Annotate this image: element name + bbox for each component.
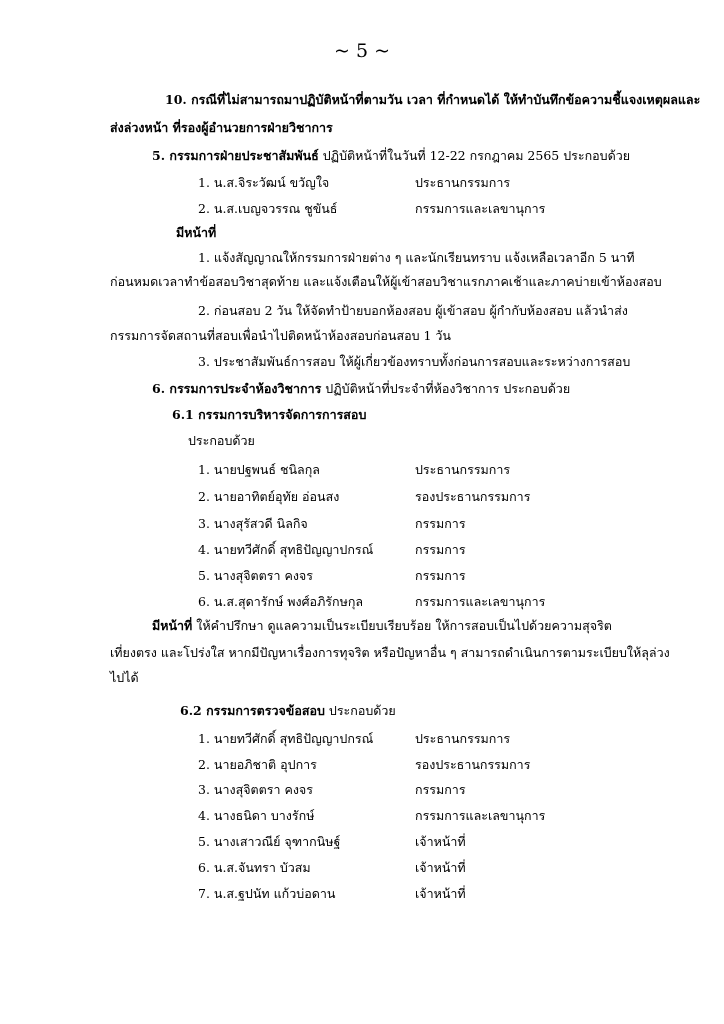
section6-2-member-5-name: 5. นางเสาวณีย์ จุฑากนิษฐ์ [198,834,341,849]
section6-2-member-7-name: 7. น.ส.ฐปนัท แก้วบ่อดาน [198,886,336,901]
section6-2-member-4-role: กรรมการและเลขานุการ [415,808,546,823]
section6-1-duties-text: ให้คำปรึกษา ดูแลความเป็นระเบียบเรียบร้อย ให้การสอบเป็นไปด้วยความสุจริต [192,618,612,633]
section6-1-member-5-name: 5. นางสุจิตตรา คงจร [198,568,313,583]
section6-1-member-5-role: กรรมการ [415,568,466,583]
section6-2-member-6-role: เจ้าหน้าที่ [415,860,466,875]
section6-1-member-2-role: รองประธานกรรมการ [415,489,531,504]
section6-2-heading: 6.2 กรรมการตรวจข้อสอบ [180,703,325,718]
section6-2-member-7-role: เจ้าหน้าที่ [415,886,466,901]
section6-1-member-3-role: กรรมการ [415,516,466,531]
section6-2-member-6-name: 6. น.ส.จันทรา บัวสม [198,860,311,875]
item10-line2: ส่งล่วงหน้า ที่รองผู้อำนวยการฝ่ายวิชาการ [110,120,333,135]
section6-2-member-3-role: กรรมการ [415,782,466,797]
section6-1-member-1-role: ประธานกรรมการ [415,462,511,477]
section6-heading: 6. กรรมการประจำห้องวิชาการ [152,381,322,396]
section5-heading-line [152,148,630,164]
section5-duty2-line2: กรรมการจัดสถานที่สอบเพื่อนำไปติดหน้าห้องสอบก่อนสอบ 1 วัน [110,328,451,343]
section6-1-member-4-name: 4. นายทวีศักดิ์ สุทธิปัญญาปกรณ์ [198,542,374,557]
section6-2-member-5-role: เจ้าหน้าที่ [415,834,466,849]
section6-1-member-6-name: 6. น.ส.สุดารักษ์ พงศ์อภิรักษกุล [198,594,364,609]
section5-heading: 5. กรรมการฝ่ายประชาสัมพันธ์ [152,148,319,163]
section6-1-duties-line2: เที่ยงตรง และโปร่งใส หากมีปัญหาเรื่องการทุจริต หรือปัญหาอื่น ๆ สามารถดำเนินการตามระเบียบให้ลุล่วง [110,645,670,660]
section5-member-2-name: 2. น.ส.เบญจวรรณ ชูขันธ์ [198,201,338,216]
section6-2-member-2-name: 2. นายอภิชาติ อุปการ [198,757,317,772]
section5-duties-label: มีหน้าที่ [176,225,217,240]
section6-2-member-2-role: รองประธานกรรมการ [415,757,531,772]
item10-line1: 10. กรณีที่ไม่สามารถมาปฏิบัติหน้าที่ตามวัน เวลา ที่กำหนดได้ ให้ทำบันทึกข้อความชี้แจงเหตุผลและ [165,92,701,107]
section6-2-heading-line [180,703,396,719]
section5-duty2-line1: 2. ก่อนสอบ 2 วัน ให้จัดทำป้ายบอกห้องสอบ ผู้เข้าสอบ ผู้กำกับห้องสอบ แล้วนำส่ง [198,303,628,318]
section6-1-member-3-name: 3. นางสุรัสวดี นิลกิจ [198,516,308,531]
section5-member-1-name: 1. น.ส.จิระวัฒน์ ขวัญใจ [198,175,330,190]
section5-duty1-line1: 1. แจ้งสัญญาณให้กรรมการฝ่ายต่าง ๆ และนักเรียนทราบ แจ้งเหลือเวลาอีก 5 นาที [198,250,635,265]
section6-2-member-1-name: 1. นายทวีศักดิ์ สุทธิปัญญาปกรณ์ [198,731,374,746]
section5-duty1-line2: ก่อนหมดเวลาทำข้อสอบวิชาสุดท้าย และแจ้งเตือนให้ผู้เข้าสอบวิชาแรกภาคเช้าและภาคบ่ายเข้าห้องสอบ [110,274,662,289]
section6-2-heading-rest: ประกอบด้วย [324,703,396,718]
section5-member-1-role: ประธานกรรมการ [415,175,511,190]
section5-heading-rest: ปฏิบัติหน้าที่ในวันที่ 12-22 กรกฎาคม 2565 ประกอบด้วย [318,148,631,163]
section6-1-heading: 6.1 กรรมการบริหารจัดการการสอบ [172,407,367,422]
section6-1-duties-label: มีหน้าที่ [152,618,193,633]
page-number: ~ 5 ~ [333,40,390,62]
section5-member-2-role: กรรมการและเลขานุการ [415,201,546,216]
section6-1-duties-line1 [152,618,612,634]
section6-heading-line [152,381,570,397]
section6-1-consists: ประกอบด้วย [188,433,255,448]
section6-heading-rest: ปฏิบัติหน้าที่ประจำที่ห้องวิชาการ ประกอบด้วย [321,381,571,396]
section6-1-member-2-name: 2. นายอาทิตย์อุทัย อ่อนสง [198,489,340,504]
section6-2-member-1-role: ประธานกรรมการ [415,731,511,746]
section6-1-member-4-role: กรรมการ [415,542,466,557]
section6-1-duties-line3: ไปได้ [110,670,139,685]
section5-duty3: 3. ประชาสัมพันธ์การสอบ ให้ผู้เกี่ยวข้องทราบทั้งก่อนการสอบและระหว่างการสอบ [198,354,631,369]
section6-1-member-1-name: 1. นายปฐพนธ์ ชนิลกุล [198,462,320,477]
section6-2-member-4-name: 4. นางธนิดา บางรักษ์ [198,808,315,823]
section6-1-member-6-role: กรรมการและเลขานุการ [415,594,546,609]
section6-2-member-3-name: 3. นางสุจิตตรา คงจร [198,782,313,797]
